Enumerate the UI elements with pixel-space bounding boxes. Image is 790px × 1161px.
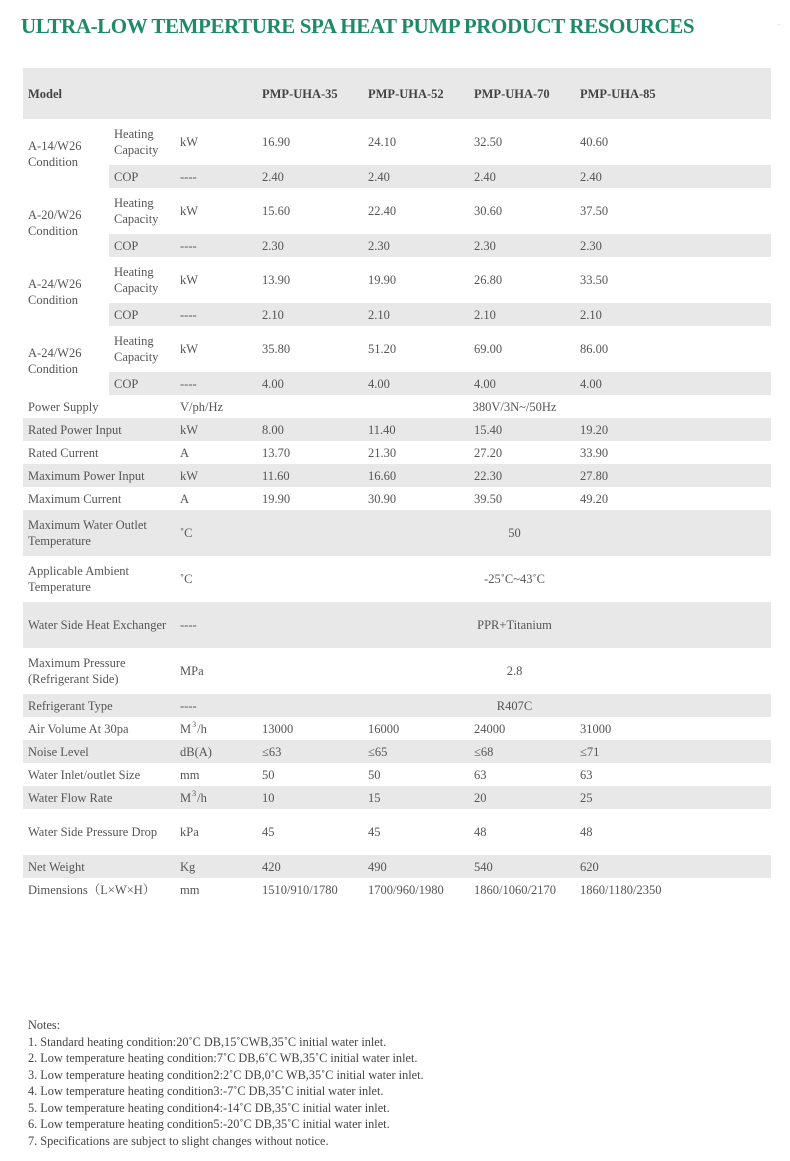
row-label: Net Weight (28, 859, 85, 874)
note-item: 6. Low temperature heating condition5:-20˚C DB,35˚C initial water inlet. (28, 1117, 390, 1131)
unit: MPa (180, 664, 204, 678)
condition-label: A-24/W26 Condition (23, 257, 109, 326)
value: 2.10 (257, 303, 363, 326)
unit: mm (180, 882, 200, 897)
value: ≤65 (368, 744, 388, 759)
value: 33.50 (580, 273, 609, 287)
unit-group (180, 721, 207, 737)
value: 2.30 (469, 234, 575, 257)
row-label: Dimensions（L×W×H） (28, 882, 156, 897)
value: 2.10 (363, 303, 469, 326)
value: ≤71 (580, 744, 600, 759)
unit: ---- (180, 698, 197, 713)
table-row-condition-3-cop (23, 303, 771, 326)
value: 420 (262, 859, 281, 874)
value: 15.60 (262, 204, 291, 218)
value: 4.00 (575, 372, 771, 395)
value: 4.00 (363, 372, 469, 395)
value: 13.70 (262, 445, 291, 460)
condition-label: A-14/W26 Condition (23, 119, 109, 188)
notes-section (28, 1017, 424, 1149)
value: 69.00 (474, 342, 503, 356)
condition-label: A-24/W26 Condition (23, 326, 109, 395)
value: 51.20 (368, 342, 397, 356)
table-row-flow-rate (23, 786, 771, 809)
unit: kW (180, 204, 199, 218)
row-label: Maximum Water Outlet Temperature (28, 518, 147, 548)
unit: ---- (175, 234, 257, 257)
value: 30.60 (474, 204, 503, 218)
value: 2.30 (575, 234, 771, 257)
value: 2.30 (363, 234, 469, 257)
value: 490 (368, 859, 387, 874)
unit: kW (180, 135, 199, 149)
value: 2.30 (257, 234, 363, 257)
value: 21.30 (368, 445, 397, 460)
value: 33.90 (580, 445, 609, 460)
row-label: Air Volume At 30pa (28, 721, 129, 736)
sub-label: COP (109, 303, 175, 326)
sub-label: COP (109, 234, 175, 257)
value: 45 (368, 825, 381, 839)
sub-label: COP (109, 372, 175, 395)
sub-label: Heating Capacity (114, 196, 159, 226)
unit: ---- (175, 303, 257, 326)
table-row-air-volume (23, 717, 771, 740)
table-row-pressure-drop (23, 809, 771, 855)
note-item: 2. Low temperature heating condition:7˚C DB,6˚C WB,35˚C initial water inlet. (28, 1051, 418, 1065)
table-row-power-supply (23, 395, 771, 418)
table-row-max-power-input (23, 464, 771, 487)
row-label: Rated Current (28, 445, 99, 460)
unit: ˚C (180, 572, 193, 586)
value: 2.8 (506, 664, 523, 678)
unit: Kg (180, 859, 196, 874)
value: 37.50 (580, 204, 609, 218)
sub-label: Heating Capacity (114, 265, 159, 295)
table-row-condition-2-cop (23, 234, 771, 257)
unit: kW (180, 342, 199, 356)
row-label: Applicable Ambient Temperature (28, 564, 130, 594)
unit-base: M (180, 721, 192, 736)
unit: V/ph/Hz (180, 399, 224, 414)
unit: kPa (180, 825, 199, 839)
value: 39.50 (474, 491, 503, 506)
unit: ---- (180, 618, 197, 632)
table-row-rated-current (23, 441, 771, 464)
spec-table (23, 68, 771, 901)
value: 4.00 (469, 372, 575, 395)
value: 24.10 (368, 135, 397, 149)
header-model-3: PMP-UHA-70 (474, 86, 550, 101)
condition-label: A-20/W26 Condition (23, 188, 109, 257)
table-row-max-current (23, 487, 771, 510)
unit: A (180, 445, 190, 460)
table-row-max-pressure (23, 648, 771, 694)
value: 49.20 (580, 491, 609, 506)
value: PPR+Titanium (477, 618, 552, 632)
page-title: ULTRA-LOW TEMPERTURE SPA HEAT PUMP PRODUCT RESOURCES (21, 14, 695, 38)
value: 2.10 (469, 303, 575, 326)
value: 1860/1180/2350 (580, 882, 662, 897)
value: 15.40 (474, 422, 503, 437)
value: 380V/3N~/50Hz (472, 399, 557, 414)
unit: ---- (175, 165, 257, 188)
table-row-condition-1-capacity (23, 119, 771, 165)
value: 19.90 (262, 491, 291, 506)
unit: ---- (175, 372, 257, 395)
unit-group (180, 790, 207, 806)
value: 24000 (474, 721, 506, 736)
value: 11.60 (262, 468, 290, 483)
value: 13.90 (262, 273, 291, 287)
value: 19.90 (368, 273, 397, 287)
table-row-net-weight (23, 855, 771, 878)
note-item: 1. Standard heating condition:20˚C DB,15˚CWB,35˚C initial water inlet. (28, 1034, 387, 1049)
table-row-condition-2-capacity (23, 188, 771, 234)
table-row-ambient-temp (23, 556, 771, 602)
value: 10 (262, 790, 275, 805)
row-label: Rated Power Input (28, 422, 122, 437)
table-row-max-water-outlet (23, 510, 771, 556)
value: 2.40 (469, 165, 575, 188)
note-item: 7. Specifications are subject to slight changes without notice. (28, 1133, 329, 1148)
unit (175, 717, 257, 740)
unit-tail: /h (197, 790, 207, 805)
value: 16.60 (368, 468, 397, 483)
table-row-condition-4-cop (23, 372, 771, 395)
value: 540 (474, 859, 493, 874)
unit-base: M (180, 790, 192, 805)
value: -25˚C~43˚C (484, 572, 545, 586)
value: 1510/910/1780 (262, 882, 338, 897)
note-item: 3. Low temperature heating condition2:2˚C DB,0˚C WB,35˚C initial water inlet. (28, 1067, 424, 1082)
value: 16.90 (262, 135, 291, 149)
notes-heading: Notes: (28, 1018, 61, 1032)
row-label: Water Side Heat Exchanger (28, 618, 167, 632)
table-row-condition-1-cop (23, 165, 771, 188)
value: 25 (580, 790, 593, 805)
header-model-4: PMP-UHA-85 (580, 86, 656, 101)
note-item: 4. Low temperature heating condition3:-7˚C DB,35˚C initial water inlet. (28, 1084, 384, 1098)
value: 2.40 (575, 165, 771, 188)
value: 620 (580, 859, 599, 874)
table-row-condition-3-capacity (23, 257, 771, 303)
value: 22.40 (368, 204, 397, 218)
table-row-noise (23, 740, 771, 763)
value: ≤63 (262, 744, 282, 759)
value: 63 (580, 767, 593, 782)
value: 86.00 (580, 342, 609, 356)
value: 26.80 (474, 273, 503, 287)
value: 16000 (368, 721, 400, 736)
unit: dB(A) (180, 744, 212, 759)
unit: A (180, 491, 190, 506)
unit: ˚C (180, 526, 193, 540)
row-label: Maximum Current (28, 491, 122, 506)
table-header-row (23, 68, 771, 119)
table-row-heat-exchanger (23, 602, 771, 648)
value: 40.60 (580, 135, 609, 149)
value: 27.80 (580, 468, 609, 483)
table-row-condition-4-capacity (23, 326, 771, 372)
sub-label: Heating Capacity (114, 334, 159, 364)
header-model-label: Model (28, 86, 63, 101)
row-label: Power Supply (28, 399, 99, 414)
row-label: Maximum Power Input (28, 468, 145, 483)
value: 48 (474, 825, 487, 839)
unit: kW (180, 468, 199, 483)
value: 50 (368, 767, 381, 782)
table-row-rated-power-input (23, 418, 771, 441)
unit: kW (180, 273, 199, 287)
value: 48 (580, 825, 593, 839)
row-label: Maximum Pressure (Refrigerant Side) (28, 656, 126, 686)
value: 31000 (580, 721, 612, 736)
table-row-inlet-size (23, 763, 771, 786)
value: 50 (262, 767, 275, 782)
value: R407C (496, 698, 533, 713)
value: 19.20 (580, 422, 609, 437)
value: 50 (508, 526, 521, 540)
value: 2.40 (257, 165, 363, 188)
header-model-2: PMP-UHA-52 (368, 86, 444, 101)
value: 13000 (262, 721, 294, 736)
unit: kW (180, 422, 199, 437)
value: 1700/960/1980 (368, 882, 444, 897)
value: 22.30 (474, 468, 503, 483)
value: 15 (368, 790, 381, 805)
value: 45 (262, 825, 275, 839)
unit-superscript: 3 (192, 720, 197, 730)
table-row-dimensions (23, 878, 771, 901)
row-label: Water Inlet/outlet Size (28, 767, 141, 782)
value: 8.00 (262, 422, 284, 437)
value: 20 (474, 790, 487, 805)
value: 4.00 (257, 372, 363, 395)
value: 30.90 (368, 491, 397, 506)
sub-label: Heating Capacity (114, 127, 159, 157)
unit: mm (180, 767, 200, 782)
row-label: Water Side Pressure Drop (28, 825, 158, 839)
row-label: Water Flow Rate (28, 790, 113, 805)
row-label: Refrigerant Type (28, 698, 113, 713)
unit-superscript: 3 (192, 789, 197, 799)
value: 2.10 (575, 303, 771, 326)
row-label: Noise Level (28, 744, 89, 759)
value: ≤68 (474, 744, 494, 759)
unit-tail: /h (197, 721, 207, 736)
value: 1860/1060/2170 (474, 882, 556, 897)
unit (175, 786, 257, 809)
value: 63 (474, 767, 487, 782)
table-row-refrigerant (23, 694, 771, 717)
value: 35.80 (262, 342, 291, 356)
sub-label: COP (109, 165, 175, 188)
value: 2.40 (363, 165, 469, 188)
value: 27.20 (474, 445, 503, 460)
value: 11.40 (368, 422, 396, 437)
value: 32.50 (474, 135, 503, 149)
corner-mark: - (778, 22, 780, 28)
header-model-1: PMP-UHA-35 (262, 86, 338, 101)
note-item: 5. Low temperature heating condition4:-14˚C DB,35˚C initial water inlet. (28, 1100, 390, 1115)
